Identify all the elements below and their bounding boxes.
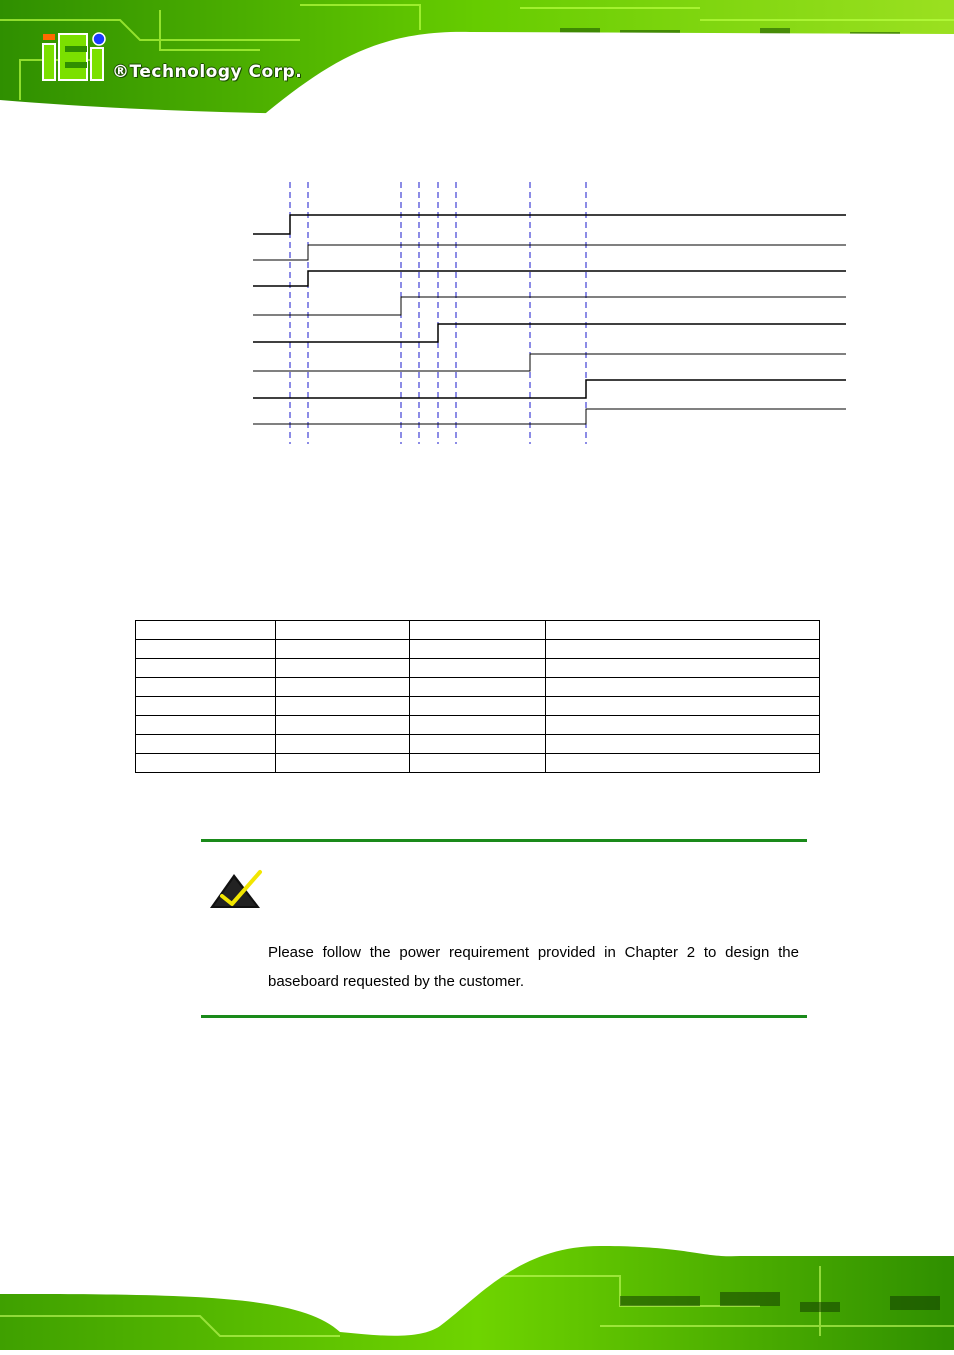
table-cell: [136, 716, 276, 735]
power-sequence-timing-diagram: [0, 170, 954, 460]
table-cell: [136, 697, 276, 716]
table-cell: [410, 640, 546, 659]
signal-trace: [253, 245, 846, 260]
table-cell: [546, 754, 820, 773]
signal-trace: [253, 324, 846, 342]
table-cell: [410, 697, 546, 716]
circuit-board-banner: [0, 0, 954, 118]
table-cell: [546, 640, 820, 659]
table-row: [136, 621, 820, 640]
brand-name: ®Technology Corp.: [112, 62, 303, 82]
circuit-board-footer: [0, 1236, 954, 1350]
table-cell: [546, 735, 820, 754]
signal-trace: [253, 215, 846, 234]
table-cell: [410, 716, 546, 735]
note-text: Please follow the power requirement provided in Chapter 2 to design the baseboard requested by the customer.: [268, 944, 799, 990]
table-cell: [136, 659, 276, 678]
signal-trace: [253, 380, 846, 398]
note-check-icon: [208, 868, 264, 912]
table-cell: [276, 754, 410, 773]
table-row: [136, 716, 820, 735]
footer-banner: [0, 1236, 954, 1350]
table-cell: [410, 678, 546, 697]
signal-trace: [253, 354, 846, 371]
table-cell: [276, 735, 410, 754]
table-cell: [136, 621, 276, 640]
table-cell: [276, 697, 410, 716]
table-row: [136, 754, 820, 773]
table-cell: [546, 621, 820, 640]
table-row: [136, 735, 820, 754]
signal-waveforms: [253, 215, 846, 424]
table-cell: [276, 678, 410, 697]
table-row: [136, 697, 820, 716]
table-row: [136, 640, 820, 659]
table-cell: [410, 659, 546, 678]
table-cell: [276, 640, 410, 659]
note-bottom-rule: [201, 1015, 807, 1018]
signal-trace: [253, 297, 846, 315]
table-cell: [276, 716, 410, 735]
table-row: [136, 659, 820, 678]
signal-trace: [253, 409, 846, 424]
table-row: [136, 678, 820, 697]
table-cell: [410, 735, 546, 754]
timing-markers: [290, 182, 586, 444]
table-cell: [136, 640, 276, 659]
power-spec-table: [135, 620, 820, 773]
table-cell: [276, 621, 410, 640]
table-cell: [136, 754, 276, 773]
signal-trace: [253, 271, 846, 286]
table-cell: [410, 621, 546, 640]
note-top-rule: [201, 839, 807, 842]
table-cell: [546, 697, 820, 716]
header-banner: [0, 0, 954, 118]
table-cell: [546, 678, 820, 697]
table-cell: [136, 678, 276, 697]
table-cell: [410, 754, 546, 773]
table-cell: [546, 659, 820, 678]
table-cell: [546, 716, 820, 735]
table-cell: [276, 659, 410, 678]
table-cell: [136, 735, 276, 754]
